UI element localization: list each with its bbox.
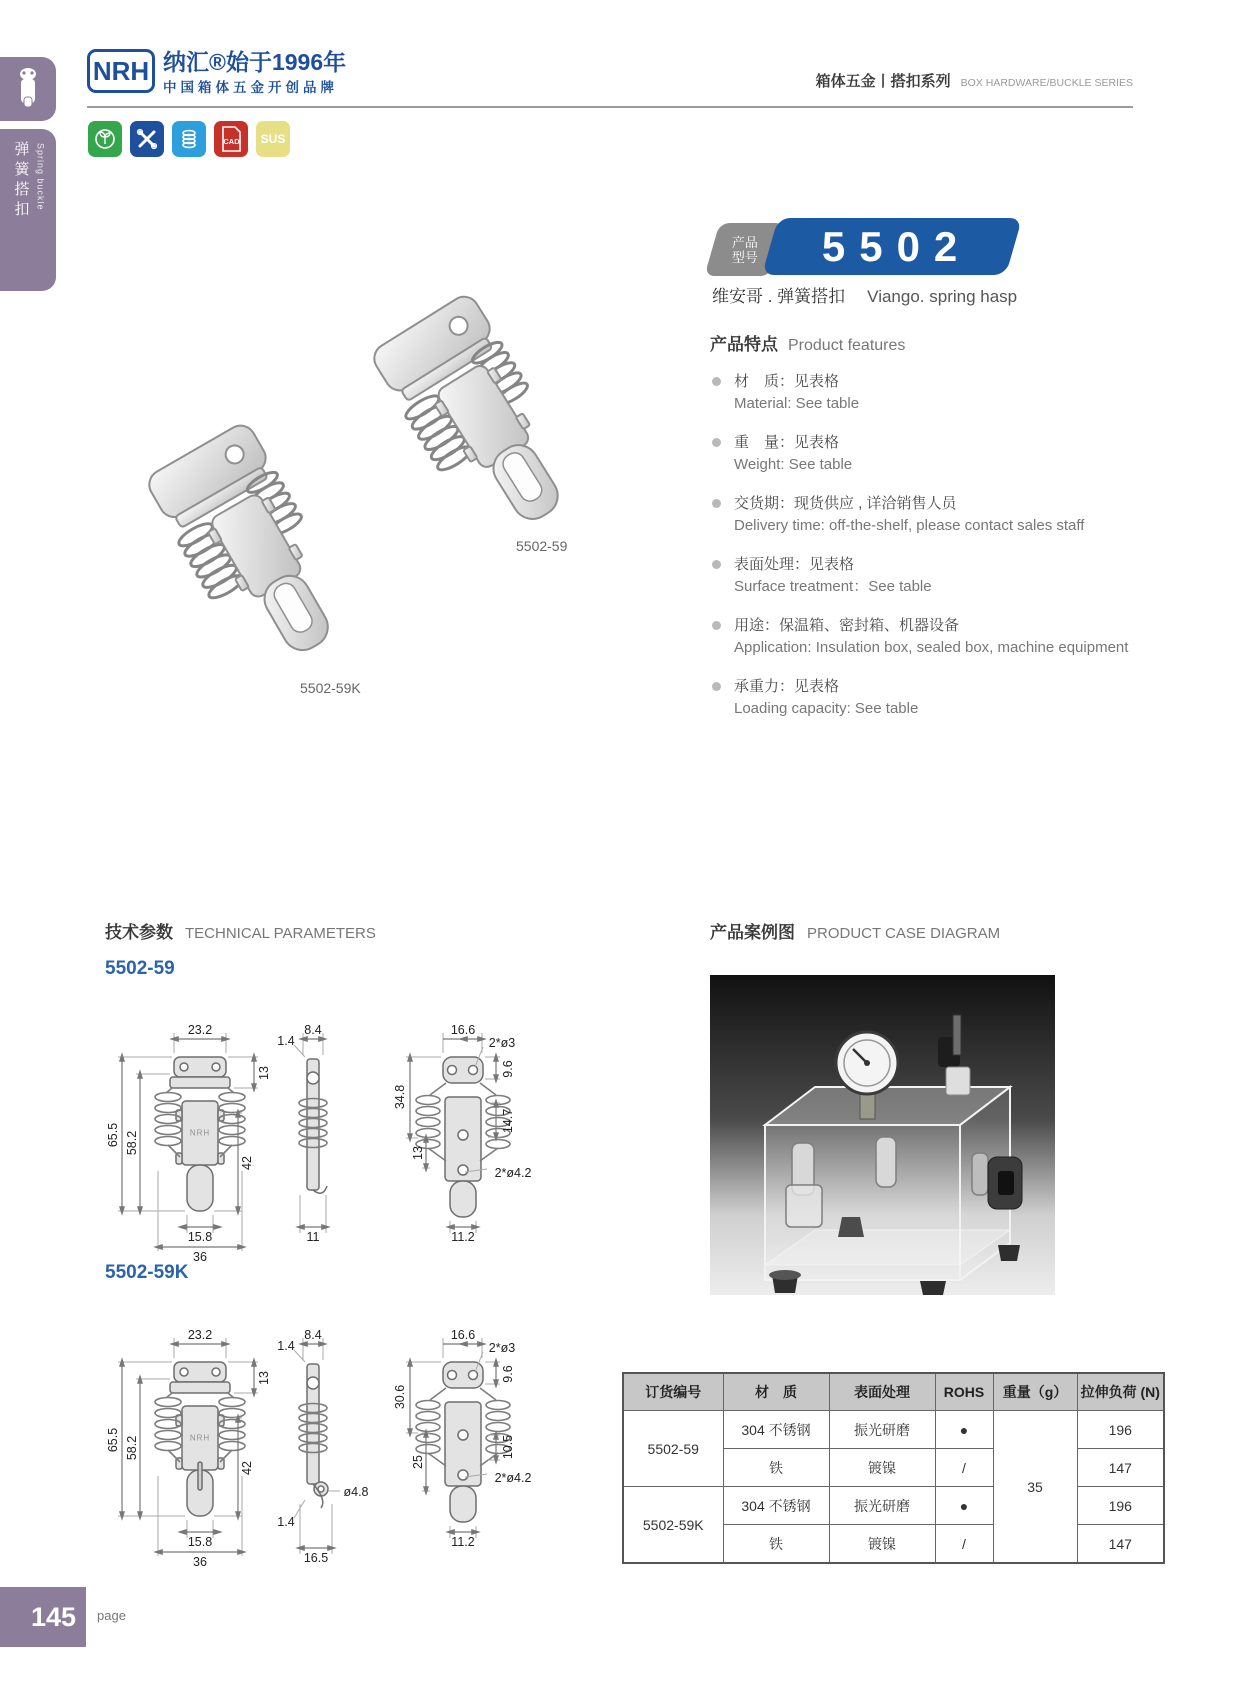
spec-table-header-row: [623, 1373, 1164, 1411]
cell-surface: 镀镍: [829, 1449, 935, 1487]
feature-loading: 承重力：见表格 Loading capacity: See table: [710, 676, 1160, 720]
model-number: 5502: [822, 222, 972, 270]
table-row: [623, 1487, 1164, 1525]
cell-rohs: /: [935, 1525, 993, 1564]
dim-side-top-left: 1.4: [277, 1339, 295, 1353]
cell-rohs: ●: [935, 1411, 993, 1449]
technical-drawing-5502-59: [88, 985, 648, 1270]
page-number-badge: 145: [0, 1587, 86, 1647]
cell-surface: 振光研磨: [829, 1411, 935, 1449]
cell-model: 5502-59: [623, 1411, 723, 1487]
brand-slogan-cn: 纳汇®始于1996年: [163, 49, 347, 75]
table-row: [623, 1411, 1164, 1449]
drawing-views-5502-59K: [88, 1290, 648, 1575]
drawing-model-5502-59: 5502-59: [105, 958, 175, 979]
certification-icons: [88, 121, 290, 157]
cell-surface: 振光研磨: [829, 1487, 935, 1525]
tech-parameters-heading: 技术参数 TECHNICAL PARAMETERS: [105, 923, 376, 942]
dim-back-left-bottom: 13: [411, 1146, 425, 1160]
col-weight: 重量（g）: [993, 1373, 1077, 1411]
sidebar-category-icon-block: [0, 57, 56, 121]
brand-subtitle-cn: 中国箱体五金开创品牌: [163, 80, 338, 95]
features-heading: 产品特点 Product features: [710, 335, 906, 354]
cell-rohs: ●: [935, 1487, 993, 1525]
col-tensile-load: 拉伸负荷 (N): [1077, 1373, 1164, 1411]
dim-side-hole: ø4.8: [343, 1485, 369, 1499]
feature-delivery: 交货期：现货供应 , 详洽销售人员 Delivery time: off-the-shelf, please contact sales staff: [710, 493, 1160, 537]
model-badge-number: [762, 218, 1022, 275]
case-diagram-heading: 产品案例图 PRODUCT CASE DIAGRAM: [710, 923, 1001, 942]
product-photo-5502-59K: [100, 408, 400, 698]
dim-front-left-outer: 65.5: [106, 1427, 120, 1453]
dim-back-left-bottom: 25: [411, 1455, 425, 1469]
cad-icon: [214, 121, 248, 157]
dim-front-right-top: 13: [257, 1371, 271, 1385]
dim-front-right-mid: 42: [240, 1461, 254, 1475]
svg-text:CAD: CAD: [223, 137, 240, 146]
dim-front-left-inner: 58.2: [125, 1435, 139, 1461]
cell-material: 304 不锈钢: [723, 1411, 829, 1449]
dim-back-holes-bottom: 2*ø4.2: [494, 1471, 532, 1485]
dim-back-left-top: 30.6: [393, 1384, 407, 1410]
feature-application: 用途：保温箱、密封箱、机器设备 Application: Insulation box, sealed box, machine equipment: [710, 615, 1160, 659]
sidebar-series-tab: [0, 129, 56, 291]
photo-label-5502-59: 5502-59: [516, 538, 568, 554]
col-order-no: 订货编号: [623, 1373, 723, 1411]
nrh-engraving: NRH: [189, 1128, 211, 1138]
cell-rohs: /: [935, 1449, 993, 1487]
dim-front-top: 23.2: [187, 1023, 213, 1037]
dim-back-holes-bottom: 2*ø4.2: [494, 1166, 532, 1180]
spring-icon: [172, 121, 206, 157]
dim-front-left-outer: 65.5: [106, 1122, 120, 1148]
badge-line2: 型号: [731, 249, 758, 265]
dim-back-top: 16.6: [450, 1328, 476, 1342]
dim-back-right-top: 9.6: [501, 1365, 515, 1383]
cell-material: 铁: [723, 1525, 829, 1564]
series-caption: [816, 70, 1133, 91]
cell-load: 196: [1077, 1411, 1164, 1449]
dim-front-right-top: 13: [257, 1066, 271, 1080]
cell-load: 196: [1077, 1487, 1164, 1525]
dim-side-top-left: 1.4: [277, 1034, 295, 1048]
cell-material: 304 不锈钢: [723, 1487, 829, 1525]
col-surface: 表面处理: [829, 1373, 935, 1411]
dim-back-holes-top: 2*ø3: [488, 1036, 516, 1050]
dim-back-right-mid: 14.7: [501, 1108, 515, 1134]
header-divider: [87, 106, 1133, 108]
product-name-cn: 维安哥 . 弹簧搭扣: [712, 287, 846, 306]
technical-drawing-5502-59K: [88, 1290, 648, 1575]
feature-material: 材 质：见表格 Material: See table: [710, 371, 1160, 415]
dim-back-bottom: 11.2: [451, 1535, 475, 1549]
product-case-photo: [710, 975, 1055, 1295]
dim-side-bottom: 11: [306, 1230, 320, 1244]
dim-side-top: 8.4: [304, 1023, 322, 1037]
cell-weight: 35: [993, 1411, 1077, 1564]
dim-side-bottom: 16.5: [303, 1551, 329, 1565]
dim-back-holes-top: 2*ø3: [488, 1341, 516, 1355]
sidebar-series-cn: 弹簧搭扣: [12, 141, 30, 221]
dim-front-right-mid: 42: [240, 1156, 254, 1170]
dim-back-top: 16.6: [450, 1023, 476, 1037]
page-word: page: [97, 1608, 126, 1623]
dim-front-left-inner: 58.2: [125, 1130, 139, 1156]
product-features: [710, 330, 1160, 737]
dim-back-bottom: 11.2: [451, 1230, 475, 1244]
cell-model: 5502-59K: [623, 1487, 723, 1564]
series-caption-en: BOX HARDWARE/BUCKLE SERIES: [960, 77, 1133, 89]
drawing-views-5502-59: [88, 985, 648, 1270]
dim-front-bottom-inner: 15.8: [187, 1535, 213, 1549]
product-name-en: Viango. spring hasp: [867, 287, 1018, 306]
spec-table: [622, 1372, 1165, 1564]
dim-front-bottom-outer: 36: [193, 1250, 207, 1264]
photo-label-5502-59K: 5502-59K: [300, 680, 361, 696]
badge-line1: 产品: [731, 234, 758, 250]
cell-material: 铁: [723, 1449, 829, 1487]
feature-surface: 表面处理：见表格 Surface treatment：See table: [710, 554, 1160, 598]
product-name: [712, 282, 1017, 307]
eco-icon: [88, 121, 122, 157]
nrh-logo: NRH: [87, 49, 155, 93]
dim-back-right-mid: 10.5: [501, 1434, 515, 1460]
cell-load: 147: [1077, 1525, 1164, 1564]
cell-surface: 镀镍: [829, 1525, 935, 1564]
dim-front-bottom-outer: 36: [193, 1555, 207, 1569]
dim-back-right-top: 9.6: [501, 1060, 515, 1078]
dim-back-left-top: 34.8: [393, 1084, 407, 1110]
col-material: 材 质: [723, 1373, 829, 1411]
dim-front-top: 23.2: [187, 1328, 213, 1342]
drawing-model-5502-59K: 5502-59K: [105, 1262, 189, 1283]
hardware-tools-icon: [130, 121, 164, 157]
dim-side-bottom-left: 1.4: [277, 1515, 295, 1529]
sidebar-series-en: Spring buckle: [35, 143, 46, 211]
cell-load: 147: [1077, 1449, 1164, 1487]
feature-weight: 重 量：见表格 Weight: See table: [710, 432, 1160, 476]
dim-front-bottom-inner: 15.8: [187, 1230, 213, 1244]
series-caption-cn: 箱体五金丨搭扣系列: [815, 73, 951, 90]
hasp-icon: [14, 67, 42, 111]
nrh-engraving: NRH: [189, 1433, 211, 1443]
sus-icon: SUS: [256, 121, 290, 157]
dim-side-top: 8.4: [304, 1328, 322, 1342]
col-rohs: ROHS: [935, 1373, 993, 1411]
